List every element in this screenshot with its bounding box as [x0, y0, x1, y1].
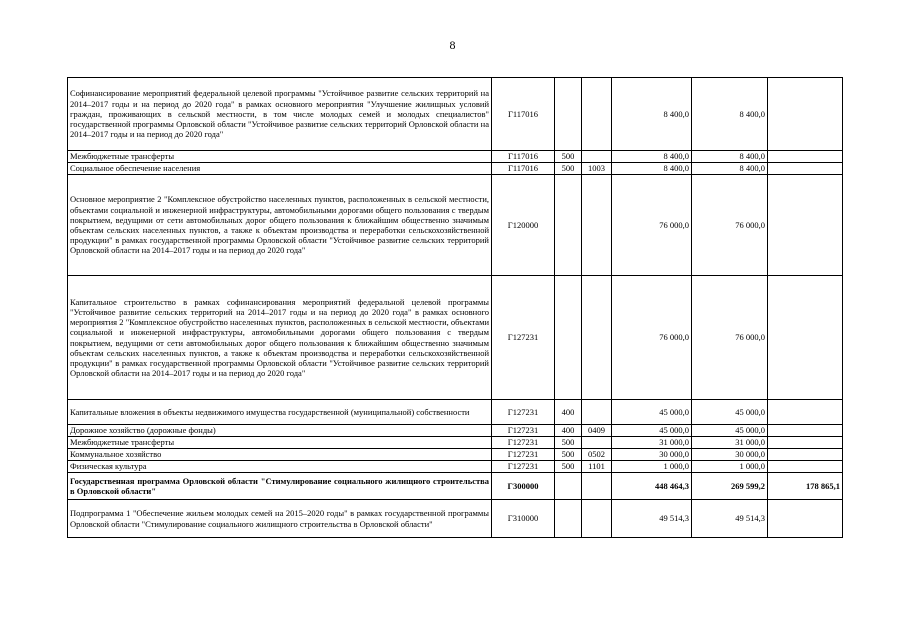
amount-cell-2 [768, 461, 843, 473]
total-amount-cell: 31 000,0 [612, 437, 692, 449]
amount-cell-2 [768, 163, 843, 175]
expense-type-cell: 500 [555, 449, 582, 461]
target-code-cell: Г117016 [492, 78, 555, 151]
table-row [68, 175, 843, 276]
description-cell: Капитальные вложения в объекты недвижимого имущества государственной (муниципальной) собственности [68, 400, 492, 425]
description-cell: Капитальное строительство в рамках софинансирования мероприятий федеральной целевой программы "Устойчивое развитие сельских территорий на 2014–2017 годы и на период до 2020 года" в рамках основного мероприятия 2 "Комплексное обустройство населенных пунктов, расположенных в сельской местности, объектами социальной и инженерной инфраструктуры, автомобильными дорогами общего пользования с твердым покрытием, ведущими от сети автомобильных дорог общего пользования к ближайшим общественно значимым объектам сельских населенных пунктов, а также к объектам производства и переработки сельскохозяйственной продукции" в рамках государственной программы Орловской области "Устойчивое развитие сельских территорий Орловской области на 2014–2017 годы и на период до 2020 года" [68, 276, 492, 400]
amount-cell-1: 30 000,0 [692, 449, 768, 461]
amount-cell-2 [768, 500, 843, 538]
amount-cell-1: 45 000,0 [692, 425, 768, 437]
expense-type-cell: 500 [555, 437, 582, 449]
amount-cell-1: 8 400,0 [692, 151, 768, 163]
target-code-cell: Г300000 [492, 473, 555, 500]
target-code-cell: Г120000 [492, 175, 555, 276]
amount-cell-2 [768, 425, 843, 437]
section-cell [582, 400, 612, 425]
table-row [68, 449, 843, 461]
description-cell: Социальное обеспечение населения [68, 163, 492, 175]
total-amount-cell: 8 400,0 [612, 163, 692, 175]
description-cell: Основное мероприятие 2 "Комплексное обустройство населенных пунктов, расположенных в сельской местности, объектами социальной и инженерной инфраструктуры, автомобильными дорогами общего пользования с твердым покрытием, ведущими от сети автомобильных дорог общего пользования к ближайшим общественно значимым объектам сельских населенных пунктов, а также к объектам производства и переработки сельскохозяйственной продукции" в рамках государственной программы Орловской области "Устойчивое развитие сельских территорий Орловской области на 2014–2017 годы и на период до 2020 года" [68, 175, 492, 276]
description-cell: Межбюджетные трансферты [68, 151, 492, 163]
budget-table [67, 77, 843, 538]
total-amount-cell: 30 000,0 [612, 449, 692, 461]
total-amount-cell: 8 400,0 [612, 78, 692, 151]
total-amount-cell: 76 000,0 [612, 175, 692, 276]
target-code-cell: Г127231 [492, 449, 555, 461]
target-code-cell: Г127231 [492, 461, 555, 473]
total-amount-cell: 45 000,0 [612, 400, 692, 425]
table-row [68, 151, 843, 163]
amount-cell-2: 178 865,1 [768, 473, 843, 500]
section-cell [582, 276, 612, 400]
amount-cell-2 [768, 276, 843, 400]
table-row [68, 461, 843, 473]
total-amount-cell: 49 514,3 [612, 500, 692, 538]
table-row [68, 78, 843, 151]
description-cell: Дорожное хозяйство (дорожные фонды) [68, 425, 492, 437]
expense-type-cell: 500 [555, 163, 582, 175]
description-cell: Коммунальное хозяйство [68, 449, 492, 461]
amount-cell-1: 45 000,0 [692, 400, 768, 425]
target-code-cell: Г127231 [492, 425, 555, 437]
expense-type-cell [555, 500, 582, 538]
section-cell [582, 175, 612, 276]
section-cell [582, 473, 612, 500]
section-cell: 1003 [582, 163, 612, 175]
amount-cell-2 [768, 175, 843, 276]
target-code-cell: Г117016 [492, 151, 555, 163]
amount-cell-2 [768, 400, 843, 425]
total-amount-cell: 448 464,3 [612, 473, 692, 500]
amount-cell-2 [768, 449, 843, 461]
amount-cell-1: 1 000,0 [692, 461, 768, 473]
description-cell: Межбюджетные трансферты [68, 437, 492, 449]
expense-type-cell [555, 78, 582, 151]
expense-type-cell [555, 473, 582, 500]
section-cell [582, 78, 612, 151]
expense-type-cell [555, 276, 582, 400]
amount-cell-1: 269 599,2 [692, 473, 768, 500]
table-row [68, 276, 843, 400]
description-cell: Государственная программа Орловской области "Стимулирование социального жилищного строительства в Орловской области" [68, 473, 492, 500]
target-code-cell: Г127231 [492, 400, 555, 425]
description-cell: Физическая культура [68, 461, 492, 473]
total-amount-cell: 8 400,0 [612, 151, 692, 163]
expense-type-cell: 400 [555, 425, 582, 437]
description-cell: Софинансирование мероприятий федеральной целевой программы "Устойчивое развитие сельских территорий на 2014–2017 годы и на период до 2020 года" в рамках основного мероприятия "Улучшение жилищных условий граждан, проживающих в сельской местности, в том числе молодых семей и молодых специалистов" государственной программы Орловской области "Устойчивое развитие сельских территорий Орловской области на 2014–2017 годы и на период до 2020 года" [68, 78, 492, 151]
section-cell [582, 151, 612, 163]
section-cell [582, 437, 612, 449]
total-amount-cell: 45 000,0 [612, 425, 692, 437]
table-row [68, 473, 843, 500]
amount-cell-2 [768, 151, 843, 163]
amount-cell-1: 8 400,0 [692, 78, 768, 151]
expense-type-cell: 500 [555, 151, 582, 163]
total-amount-cell: 76 000,0 [612, 276, 692, 400]
amount-cell-1: 31 000,0 [692, 437, 768, 449]
total-amount-cell: 1 000,0 [612, 461, 692, 473]
section-cell [582, 500, 612, 538]
amount-cell-1: 76 000,0 [692, 175, 768, 276]
table-row [68, 163, 843, 175]
table-row [68, 400, 843, 425]
section-cell: 1101 [582, 461, 612, 473]
target-code-cell: Г127231 [492, 437, 555, 449]
table-row [68, 425, 843, 437]
table-row [68, 437, 843, 449]
expense-type-cell [555, 175, 582, 276]
table-row [68, 500, 843, 538]
section-cell: 0409 [582, 425, 612, 437]
target-code-cell: Г117016 [492, 163, 555, 175]
expense-type-cell: 500 [555, 461, 582, 473]
amount-cell-2 [768, 437, 843, 449]
page-number: 8 [449, 38, 456, 52]
amount-cell-1: 76 000,0 [692, 276, 768, 400]
amount-cell-1: 8 400,0 [692, 163, 768, 175]
expense-type-cell: 400 [555, 400, 582, 425]
amount-cell-2 [768, 78, 843, 151]
target-code-cell: Г310000 [492, 500, 555, 538]
target-code-cell: Г127231 [492, 276, 555, 400]
section-cell: 0502 [582, 449, 612, 461]
description-cell: Подпрограмма 1 "Обеспечение жильем молодых семей на 2015–2020 годы" в рамках государственной программы Орловской области "Стимулирование социального жилищного строительства в Орловской области" [68, 500, 492, 538]
amount-cell-1: 49 514,3 [692, 500, 768, 538]
